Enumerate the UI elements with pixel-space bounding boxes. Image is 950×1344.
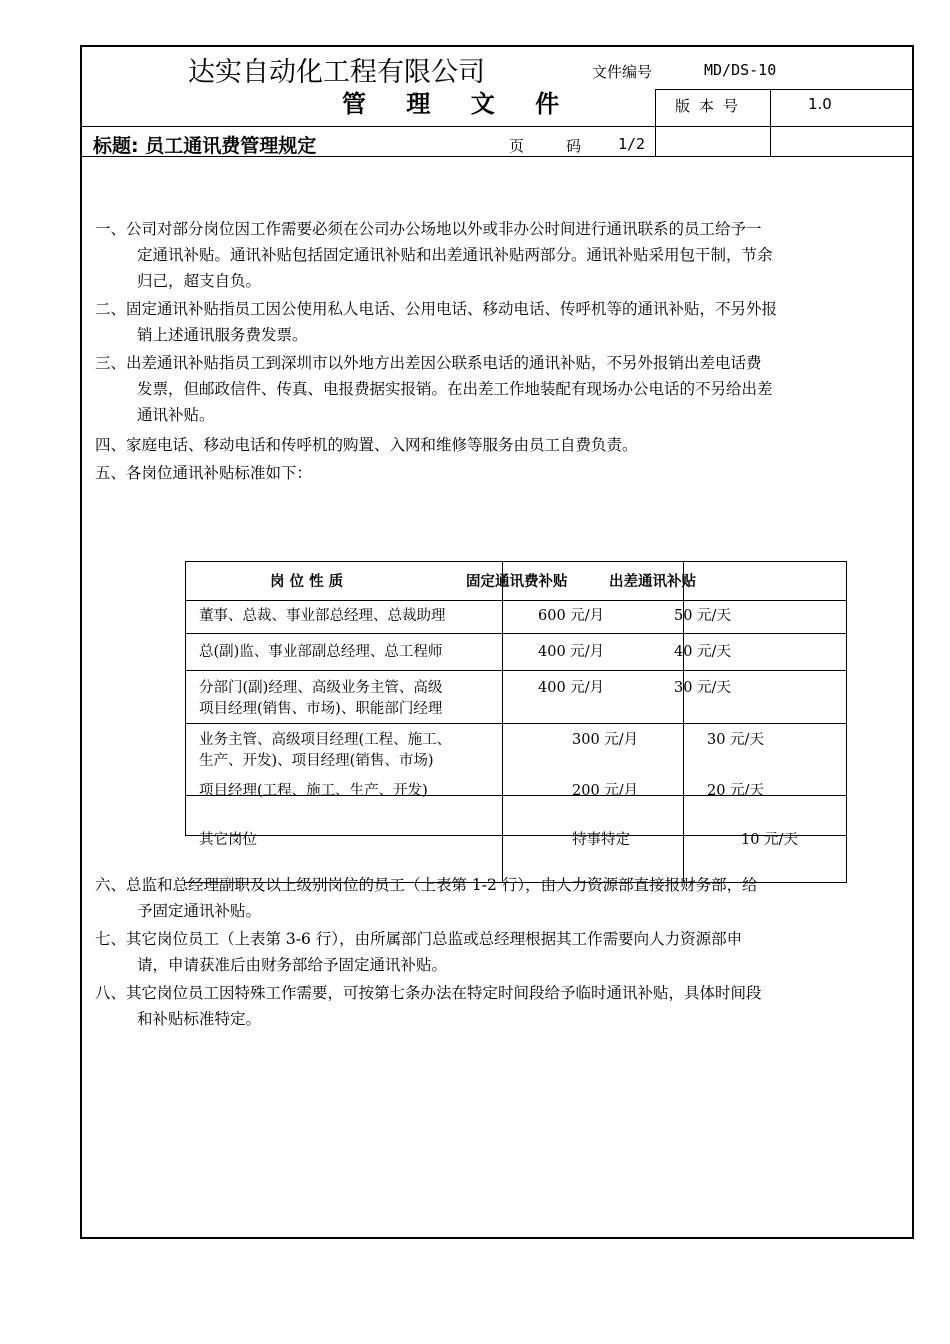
page-number: 1/2 <box>618 135 646 153</box>
table-row-divider <box>185 670 847 671</box>
clause-line: 通讯补贴。 <box>137 406 215 424</box>
table-cell-travel: 30 元/天 <box>674 680 731 696</box>
clause-line: 七、其它岗位员工（上表第 3-6 行），由所属部门总监或总经理根据其工作需要向人力资源部申 <box>95 930 743 948</box>
table-cell-fixed: 400 元/月 <box>538 680 605 696</box>
clause-8 <box>95 980 913 1032</box>
file-number-label: 文件编号 <box>592 63 653 81</box>
table-cell-fixed: 200 元/月 <box>572 783 639 799</box>
clause-line: 发票，但邮政信件、传真、电报费据实报销。在出差工作地装配有现场办公电话的不另给出差 <box>137 380 773 398</box>
table-header-fixed: 固定通讯费补贴 <box>466 574 568 590</box>
table-cell-position: 其它岗位 <box>199 832 257 848</box>
table-col-divider <box>502 561 503 882</box>
file-number: MD/DS-10 <box>704 61 777 79</box>
clause-line: 请，申请获准后由财务部给予固定通讯补贴。 <box>137 956 448 974</box>
clause-6 <box>95 872 913 924</box>
table-header-travel: 出差通讯补贴 <box>609 574 696 590</box>
table-cell-position: 业务主管、高级项目经理(工程、施工、 <box>199 732 452 748</box>
clause-2 <box>95 296 913 348</box>
clause-line: 定通讯补贴。通讯补贴包括固定通讯补贴和出差通讯补贴两部分。通讯补贴采用包干制，节余 <box>137 246 773 264</box>
table-header-position: 岗 位 性 质 <box>270 574 344 590</box>
table-cell-position: 生产、开发)、项目经理(销售、市场) <box>199 753 434 769</box>
header-col-divider-2 <box>770 89 771 156</box>
table-border-top <box>185 561 847 562</box>
clause-line: 三、出差通讯补贴指员工到深圳市以外地方出差因公联系电话的通讯补贴，不另外报销出差电话费 <box>95 354 762 372</box>
table-border-right <box>846 561 847 882</box>
clause-line: 销上述通讯服务费发票。 <box>137 326 308 344</box>
version-number: 1.0 <box>808 95 832 113</box>
clause-4 <box>95 432 913 458</box>
clause-line: 归己，超支自负。 <box>137 272 262 290</box>
document-title: 标题: 员工通讯费管理规定 <box>93 135 317 157</box>
table-row-divider <box>185 600 847 601</box>
table-cell-travel: 50 元/天 <box>674 608 731 624</box>
clause-line: 四、家庭电话、移动电话和传呼机的购置、入网和维修等服务由员工自费负责。 <box>95 436 638 454</box>
table-row-divider <box>185 633 847 634</box>
company-name: 达实自动化工程有限公司 <box>188 57 485 88</box>
clause-line: 一、公司对部分岗位因工作需要必须在公司办公场地以外或非办公时间进行通讯联系的员工给予一 <box>95 220 762 238</box>
table-cell-travel: 20 元/天 <box>707 783 764 799</box>
clause-7 <box>95 926 913 978</box>
clause-line: 五、各岗位通讯补贴标准如下： <box>95 464 313 482</box>
header-divider <box>655 89 914 90</box>
table-cell-travel: 40 元/天 <box>674 644 731 660</box>
table-cell-travel: 10 元/天 <box>741 832 798 848</box>
table-cell-fixed: 600 元/月 <box>538 608 605 624</box>
table-cell-fixed: 特事特定 <box>572 832 630 848</box>
table-cell-position: 项目经理(销售、市场)、职能部门经理 <box>199 701 443 717</box>
clause-3 <box>95 350 913 428</box>
version-label: 版 本 号 <box>675 97 739 115</box>
clause-line: 八、其它岗位员工因特殊工作需要，可按第七条办法在特定时间段给予临时通讯补贴，具体时间段 <box>95 984 762 1002</box>
clause-1 <box>95 216 913 294</box>
table-row-divider <box>185 723 847 724</box>
table-cell-fixed: 300 元/月 <box>572 732 639 748</box>
clause-5 <box>95 460 913 486</box>
clause-line: 六、总监和总经理副职及以上级别岗位的员工（上表第 1-2 行），由人力资源部直接报财务部，给 <box>95 876 758 894</box>
header-bottom-divider <box>80 126 914 127</box>
table-cell-position: 项目经理(工程、施工、生产、开发) <box>199 783 428 799</box>
header-col-divider-1 <box>655 89 656 156</box>
table-cell-position: 董事、总裁、事业部总经理、总裁助理 <box>199 608 446 624</box>
clause-line: 二、固定通讯补贴指员工因公使用私人电话、公用电话、移动电话、传呼机等的通讯补贴，不另外报 <box>95 300 778 318</box>
page-label-1: 页 <box>509 137 525 155</box>
clause-line: 和补贴标准特定。 <box>137 1010 262 1028</box>
table-border-left <box>185 561 186 835</box>
document-type: 管 理 文 件 <box>342 89 576 118</box>
page-label-2: 码 <box>566 137 582 155</box>
table-cell-travel: 30 元/天 <box>707 732 764 748</box>
table-cell-position: 分部门(副)经理、高级业务主管、高级 <box>199 680 443 696</box>
table-cell-fixed: 400 元/月 <box>538 644 605 660</box>
table-cell-position: 总(副)监、事业部副总经理、总工程师 <box>199 644 443 660</box>
clause-line: 予固定通讯补贴。 <box>137 902 262 920</box>
